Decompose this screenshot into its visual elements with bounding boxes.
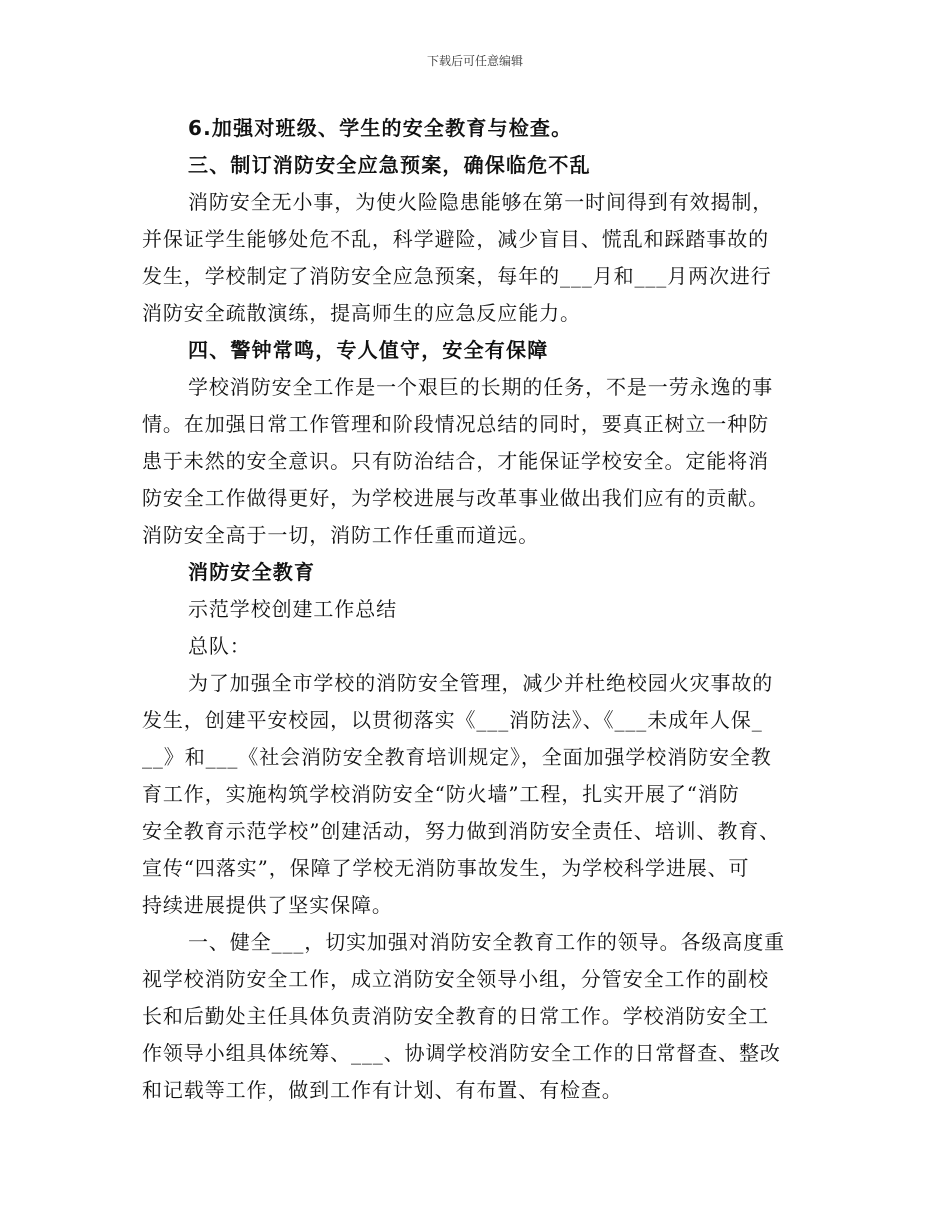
paragraph-line: 发生，学校制定了消防安全应急预案，每年的___月和___月两次进行 (142, 264, 772, 288)
document-body (142, 110, 822, 1109)
section-heading-line: 6.加强对班级、学生的安全教育与检查。 (188, 116, 573, 140)
paragraph-line: __》和___《社会消防安全教育培训规定》，全面加强学校消防安全教 (142, 745, 772, 769)
section-heading-line: 三、制订消防安全应急预案，确保临危不乱 (188, 153, 591, 177)
paragraph-line: 总队： (188, 634, 251, 658)
paragraph-line: 防安全工作做得更好，为学校进展与改革事业做出我们应有的贡献。 (142, 486, 769, 510)
page-header: 下载后可任意编辑 (426, 54, 523, 68)
paragraph-line: 作领导小组具体统筹、___、协调学校消防安全工作的日常督查、整改 (142, 1041, 781, 1065)
section-heading-line: 消防安全教育 (188, 560, 316, 584)
paragraph-line: 宣传“四落实”，保障了学校无消防事故发生，为学校科学进展、可 (142, 856, 750, 880)
paragraph-line: 示范学校创建工作总结 (188, 597, 397, 621)
paragraph-line: 情。在加强日常工作管理和阶段情况总结的同时，要真正树立一种防 (142, 412, 769, 436)
paragraph-line: 一、健全___，切实加强对消防安全教育工作的领导。各级高度重 (188, 930, 785, 954)
paragraph-line: 持续进展提供了坚实保障。 (142, 893, 393, 917)
paragraph-line: 为了加强全市学校的消防安全管理，减少并杜绝校园火灾事故的 (188, 671, 774, 695)
paragraph-line: 消防安全疏散演练，提高师生的应急反应能力。 (142, 301, 581, 325)
paragraph-line: 长和后勤处主任具体负责消防安全教育的日常工作。学校消防安全工 (142, 1004, 769, 1028)
paragraph-line: 患于未然的安全意识。只有防治结合，才能保证学校安全。定能将消 (142, 449, 769, 473)
paragraph-line: 育工作，实施构筑学校消防安全“防火墙”工程，扎实开展了“消防 (142, 782, 740, 806)
paragraph-line: 发生，创建平安校园，以贯彻落实《___消防法》、《___未成年人保_ (142, 708, 763, 732)
paragraph-line: 视学校消防安全工作，成立消防安全领导小组，分管安全工作的副校 (142, 967, 769, 991)
paragraph-line: 安全教育示范学校”创建活动，努力做到消防安全责任、培训、教育、 (142, 819, 781, 843)
paragraph-line: 消防安全无小事，为使火险隐患能够在第一时间得到有效揭制， (188, 190, 774, 214)
paragraph-line: 并保证学生能够处危不乱，科学避险，减少盲目、慌乱和踩踏事故的 (142, 227, 769, 251)
paragraph-line: 消防安全高于一切，消防工作任重而道远。 (142, 523, 540, 547)
paragraph-line: 和记载等工作，做到工作有计划、有布置、有检查。 (142, 1078, 623, 1102)
section-heading-line: 四、警钟常鸣，专人值守，安全有保障 (188, 338, 549, 362)
paragraph-line: 学校消防安全工作是一个艰巨的长期的任务，不是一劳永逸的事 (188, 375, 774, 399)
